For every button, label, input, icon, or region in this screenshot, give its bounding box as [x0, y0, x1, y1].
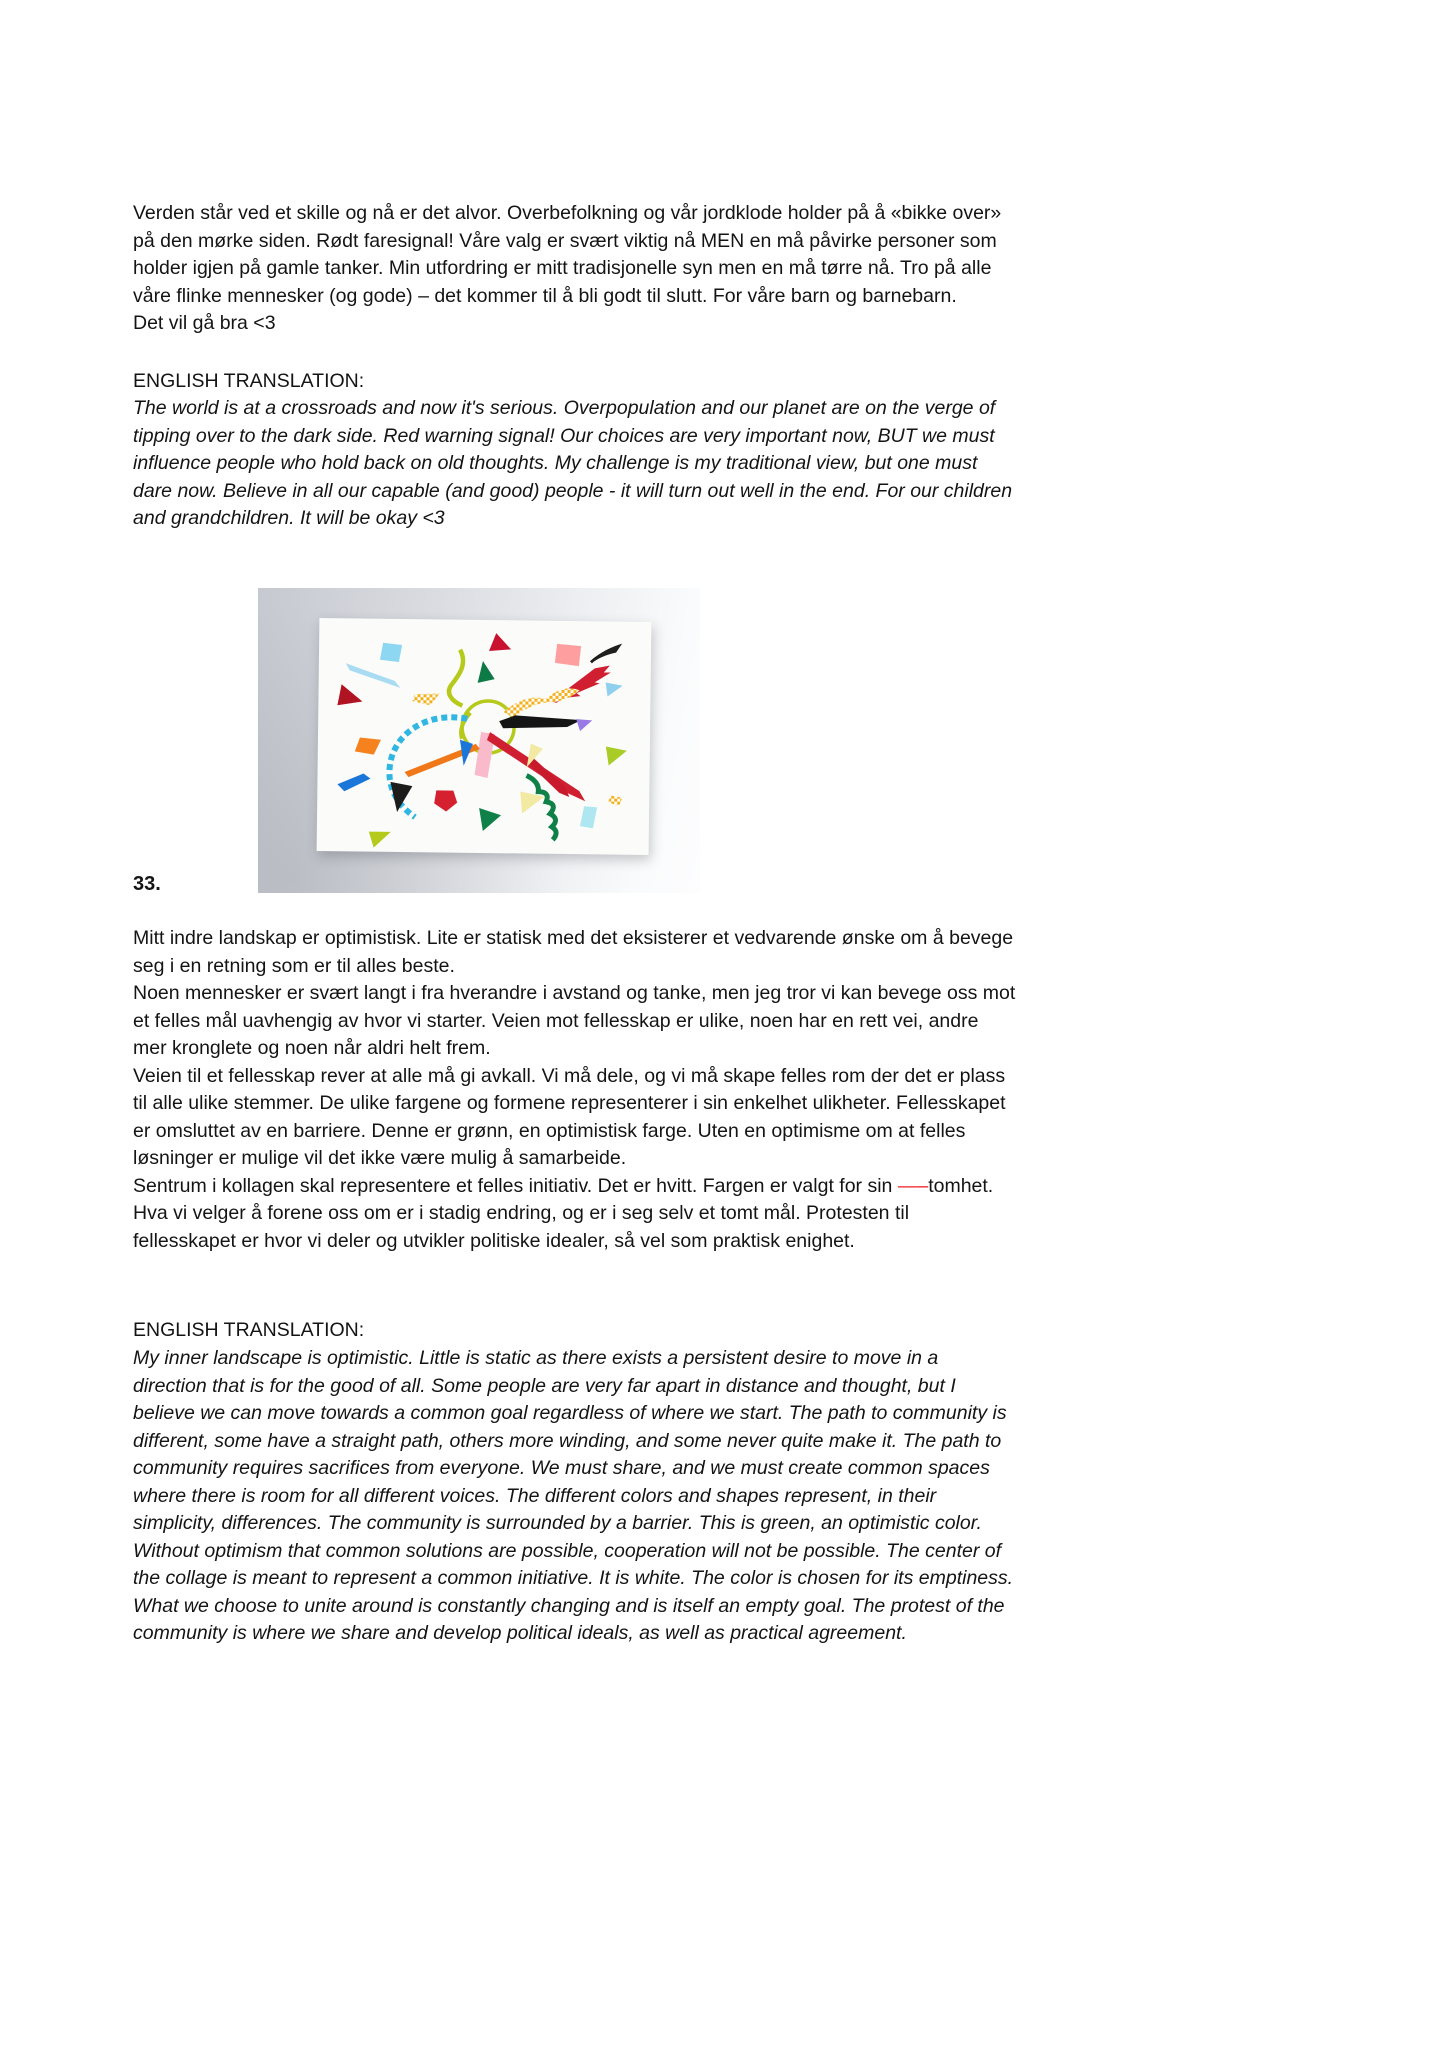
text-line: Hva vi velger å forene oss om er i stadig endring, og er i seg selv et tomt mål. Protesten til — [133, 1202, 910, 1224]
text-line: Det vil gå bra <3 — [133, 312, 276, 334]
text-line: dare now. Believe in all our capable (and good) people - it will turn out well in the end. For our children — [133, 479, 1013, 502]
norwegian-paragraph-1 — [133, 200, 1001, 338]
collage-shapes — [336, 631, 629, 851]
text-line: different, some have a straight path, others more winding, and some never quite make it. The path to — [133, 1429, 1002, 1452]
text-line: er omsluttet av en barriere. Denne er grønn, en optimistisk farge. Uten en optimisme om at felles — [133, 1119, 966, 1142]
text-line: simplicity, differences. The community is surrounded by a barrier. This is green, an optimistic color. — [133, 1512, 982, 1534]
highlighted-text-segment: —– — [897, 1174, 929, 1197]
text-line: What we choose to unite around is constantly changing and is itself an empty goal. The protest of the — [133, 1594, 1005, 1617]
norwegian-paragraph-2 — [133, 925, 1015, 1255]
text-line: til alle ulike stemmer. De ulike fargene og formene representerer i sin enkelhet ulikheter. Fellesskapet — [133, 1092, 1006, 1114]
translation-label-1: ENGLISH TRANSLATION: — [133, 370, 365, 392]
figure-number: 33. — [133, 873, 161, 895]
text-line: et felles mål uavhengig av hvor vi starter. Veien mot fellesskap er ulike, noen har en rett vei, andre — [133, 1009, 979, 1032]
text-line: Without optimism that common solutions are possible, cooperation will not be possible. The center of — [133, 1539, 1002, 1562]
collage-paper — [317, 618, 652, 855]
text-line: løsninger er mulige vil det ikke være mulig å samarbeide. — [133, 1147, 627, 1169]
text-line: Veien til et fellesskap rever at alle må gi avkall. Vi må dele, og vi må skape felles rom der det er plass — [133, 1064, 1006, 1087]
text-segment: tomhet. — [928, 1174, 994, 1197]
text-line: holder igjen på gamle tanker. Min utfordring er mitt tradisjonelle syn men en må tørre nå. Tro på alle — [133, 257, 992, 279]
text-line: Verden står ved et skille og nå er det alvor. Overbefolkning og vår jordklode holder på å «bikke over» — [133, 202, 1002, 224]
text-line: the collage is meant to represent a common initiative. It is white. The color is chosen for its emptiness. — [133, 1567, 1014, 1589]
text-line: mer kronglete og noen når aldri helt frem. — [133, 1037, 491, 1059]
text-line: seg i en retning som er til alles beste. — [133, 954, 455, 977]
text-line: influence people who hold back on old thoughts. My challenge is my traditional view, but one must — [133, 452, 978, 474]
text-line: community is where we share and develop political ideals, as well as practical agreement. — [133, 1622, 907, 1644]
text-line: på den mørke siden. Rødt faresignal! Våre valg er svært viktig nå MEN en må påvirke personer som — [133, 229, 997, 252]
text-line: direction that is for the good of all. Some people are very far apart in distance and thought, but I — [133, 1374, 956, 1397]
text-line — [133, 1173, 1015, 1201]
text-line: tipping over to the dark side. Red warning signal! Our choices are very important now, BUT we must — [133, 424, 995, 447]
text-line: fellesskapet er hvor vi deler og utvikler politiske idealer, så vel som praktisk enighet. — [133, 1229, 855, 1252]
english-translation-1 — [133, 395, 1012, 533]
collage-photo — [258, 588, 700, 893]
text-line: community requires sacrifices from everyone. We must share, and we must create common spaces — [133, 1457, 990, 1479]
english-translation-2 — [133, 1345, 1013, 1648]
text-segment: Sentrum i kollagen skal representere et felles initiativ. Det er hvitt. Fargen er valgt for sin — [133, 1174, 898, 1197]
text-line: My inner landscape is optimistic. Little is static as there exists a persistent desire to move in a — [133, 1347, 939, 1369]
text-line: where there is room for all different voices. The different colors and shapes represent, in their — [133, 1484, 937, 1507]
text-line: believe we can move towards a common goal regardless of where we start. The path to community is — [133, 1402, 1007, 1424]
translation-label-2: ENGLISH TRANSLATION: — [133, 1319, 365, 1341]
text-line: våre flinke mennesker (og gode) – det kommer til å bli godt til slutt. For våre barn og barnebarn. — [133, 284, 957, 307]
collage-artwork — [317, 618, 652, 855]
text-line: The world is at a crossroads and now it's serious. Overpopulation and our planet are on the verge of — [133, 397, 996, 419]
text-line: Mitt indre landskap er optimistisk. Lite er statisk med det eksisterer et vedvarende ønske om å bevege — [133, 927, 1014, 949]
text-line: Noen mennesker er svært langt i fra hverandre i avstand og tanke, men jeg tror vi kan bevege oss mot — [133, 982, 1016, 1004]
text-line: and grandchildren. It will be okay <3 — [133, 507, 445, 529]
